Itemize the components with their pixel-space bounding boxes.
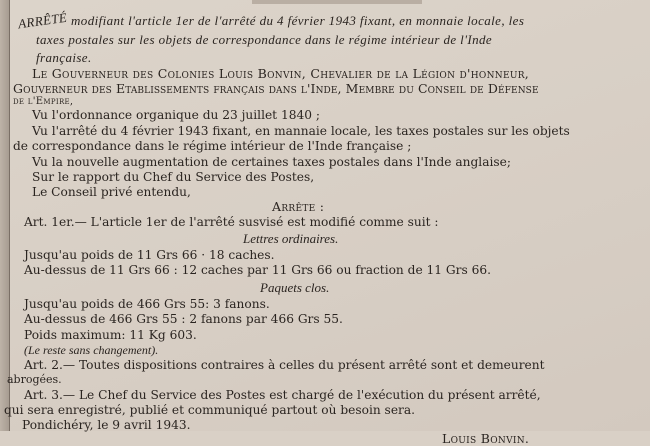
article-3-line-2: qui sera enregistré, publié et communiqué partout où besoin sera. xyxy=(4,403,415,417)
title-lead: ARRÊTÉ xyxy=(17,9,69,32)
visa-2-cont: de correspondance dans le régime intérieur de l'Inde française ; xyxy=(13,139,412,153)
article-2-line-2: abrogées. xyxy=(7,373,62,386)
article-3-line-1: Art. 3.— Le Chef du Service des Postes est chargé de l'exécution du présent arrêté, xyxy=(24,388,541,402)
title-line-1 xyxy=(17,9,525,32)
title-text: modifiant l'article 1er de l'arrêté du 4 février 1943 fixant, en monnaie locale, les xyxy=(71,13,525,28)
paquets-line-2: Au-dessus de 466 Grs 55 : 2 fanons par 466 Grs 55. xyxy=(24,312,343,326)
place-date: Pondichéry, le 9 avril 1943. xyxy=(22,418,191,432)
visa-1: Vu l'ordonnance organique du 23 juillet 1840 ; xyxy=(32,108,320,122)
visa-3: Vu la nouvelle augmentation de certaines taxes postales dans l'Inde anglaise; xyxy=(32,155,511,169)
arrete-heading: Arrête : xyxy=(272,199,325,214)
visa-5: Le Conseil privé entendu, xyxy=(32,185,191,199)
article-2-line-1: Art. 2.— Toutes dispositions contraires à celles du présent arrêté sont et demeurent xyxy=(24,358,545,372)
article-1-intro: Art. 1er.— L'article 1er de l'arrêté susvisé est modifié comme suit : xyxy=(24,215,439,229)
paquets-line-1: Jusqu'au poids de 466 Grs 55: 3 fanons. xyxy=(24,297,270,311)
section-lettres-title: Lettres ordinaires. xyxy=(243,231,339,246)
title-line-2: taxes postales sur les objets de correspondance dans le régime intérieur de l'Inde xyxy=(36,32,493,47)
title-line-3: française. xyxy=(36,50,92,65)
document-page xyxy=(4,0,650,446)
lettres-line-1: Jusqu'au poids de 11 Grs 66 · 18 caches. xyxy=(24,248,275,262)
adjacent-page-edge xyxy=(0,0,10,431)
preamble-line-1: Le Gouverneur des Colonies Louis Bonvin, Chevalier de la Légion d'honneur, xyxy=(32,66,530,81)
top-rule xyxy=(252,0,422,4)
paquets-line-3: Poids maximum: 11 Kg 603. xyxy=(24,328,197,342)
visa-4: Sur le rapport du Chef du Service des Postes, xyxy=(32,170,315,184)
lettres-line-2: Au-dessus de 11 Grs 66 : 12 caches par 11 Grs 66 ou fraction de 11 Grs 66. xyxy=(24,263,491,277)
visa-2: Vu l'arrêté du 4 février 1943 fixant, en mannaie locale, les taxes postales sur les objets xyxy=(32,124,570,138)
preamble-line-3: de l'Empire, xyxy=(13,96,74,107)
section-paquets-title: Paquets clos. xyxy=(260,280,330,295)
article-1-note: (Le reste sans changement). xyxy=(24,343,159,357)
signature: Louis Bonvin. xyxy=(442,431,530,446)
preamble-line-2: Gouverneur des Etablissements français dans l'Inde, Membre du Conseil de Défense xyxy=(13,81,539,96)
